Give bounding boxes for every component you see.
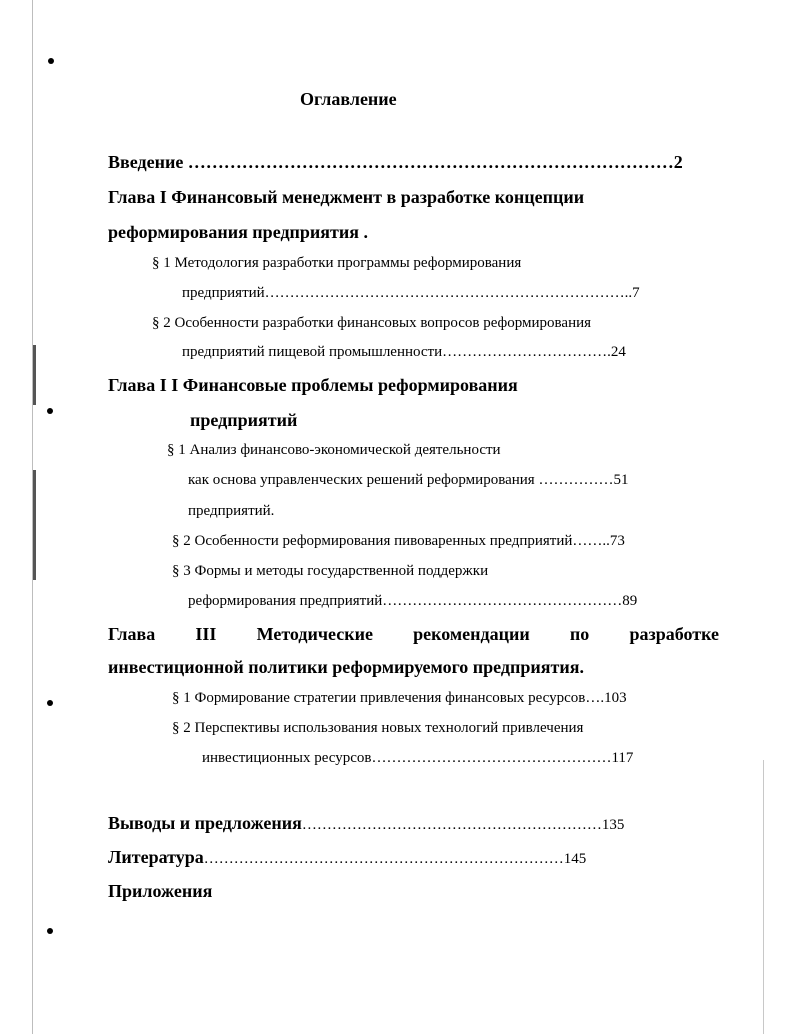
punch-hole-dot xyxy=(47,700,53,706)
toc-section-2-1-line2: как основа управленческих решений реформирования ……………51 xyxy=(188,472,629,488)
punch-hole-dot xyxy=(47,408,53,414)
toc-section-2-3-line2: реформирования предприятий…………………………………………89 xyxy=(188,593,638,609)
toc-conclusions-leader: ……………………………………………………135 xyxy=(301,817,625,833)
toc-chapter-3-line2: инвестиционной политики реформируемого предприятия. xyxy=(108,657,584,677)
toc-literature-label: Литература xyxy=(108,847,204,867)
toc-entry-appendices: Приложения xyxy=(108,881,213,901)
punch-hole-dot xyxy=(48,58,54,64)
toc-section-3-2-line2: инвестиционных ресурсов…………………………………………117 xyxy=(202,750,634,766)
toc-section-3-2-line1: § 2 Перспективы использования новых технологий привлечения xyxy=(172,720,584,736)
toc-chapter-1-line2: реформирования предприятия . xyxy=(108,222,368,242)
toc-entry-intro: Введение ………………………………………………………………………2 xyxy=(108,152,683,172)
toc-section-1-1-line1: § 1 Методология разработки программы реформирования xyxy=(152,255,522,271)
toc-chapter-3-line1 xyxy=(108,625,719,643)
toc-chapter-3-word: Методические xyxy=(256,624,373,644)
toc-section-1-2-line2: предприятий пищевой промышленности…………………………….24 xyxy=(182,344,626,360)
toc-entry-literature xyxy=(108,848,586,867)
toc-chapter-3-word: по xyxy=(569,624,590,644)
toc-chapter-2-line1: Глава I I Финансовые проблемы реформирования xyxy=(108,375,518,395)
toc-conclusions-label: Выводы и предложения xyxy=(108,813,302,833)
toc-chapter-3-word: разработке xyxy=(629,624,719,644)
toc-section-3-1: § 1 Формирование стратегии привлечения финансовых ресурсов….103 xyxy=(172,690,627,706)
punch-hole-dot xyxy=(47,928,53,934)
toc-entry-conclusions xyxy=(108,814,624,833)
toc-section-2-3-line1: § 3 Формы и методы государственной поддержки xyxy=(172,563,489,579)
toc-chapter-3-word: рекомендации xyxy=(413,624,530,644)
toc-section-2-2: § 2 Особенности реформирования пивоваренных предприятий……..73 xyxy=(172,533,625,549)
toc-section-1-1-line2: предприятий………………………………………………………………..7 xyxy=(182,285,640,301)
scan-edge-mark xyxy=(33,470,36,580)
scan-edge-mark xyxy=(33,345,36,405)
toc-chapter-2-line2: предприятий xyxy=(190,410,298,430)
toc-section-2-1-line3: предприятий. xyxy=(188,503,275,519)
toc-chapter-3-word: Глава xyxy=(108,624,156,644)
toc-literature-leader: ………………………………………………………………145 xyxy=(203,851,587,867)
toc-section-2-1-line1: § 1 Анализ финансово-экономической деятельности xyxy=(167,442,501,458)
page-title: Оглавление xyxy=(300,89,397,109)
toc-chapter-3-word: III xyxy=(195,624,217,644)
scan-right-line xyxy=(763,760,764,1034)
toc-section-1-2-line1: § 2 Особенности разработки финансовых вопросов реформирования xyxy=(152,315,592,331)
toc-chapter-1-line1: Глава I Финансовый менеджмент в разработке концепции xyxy=(108,187,585,207)
